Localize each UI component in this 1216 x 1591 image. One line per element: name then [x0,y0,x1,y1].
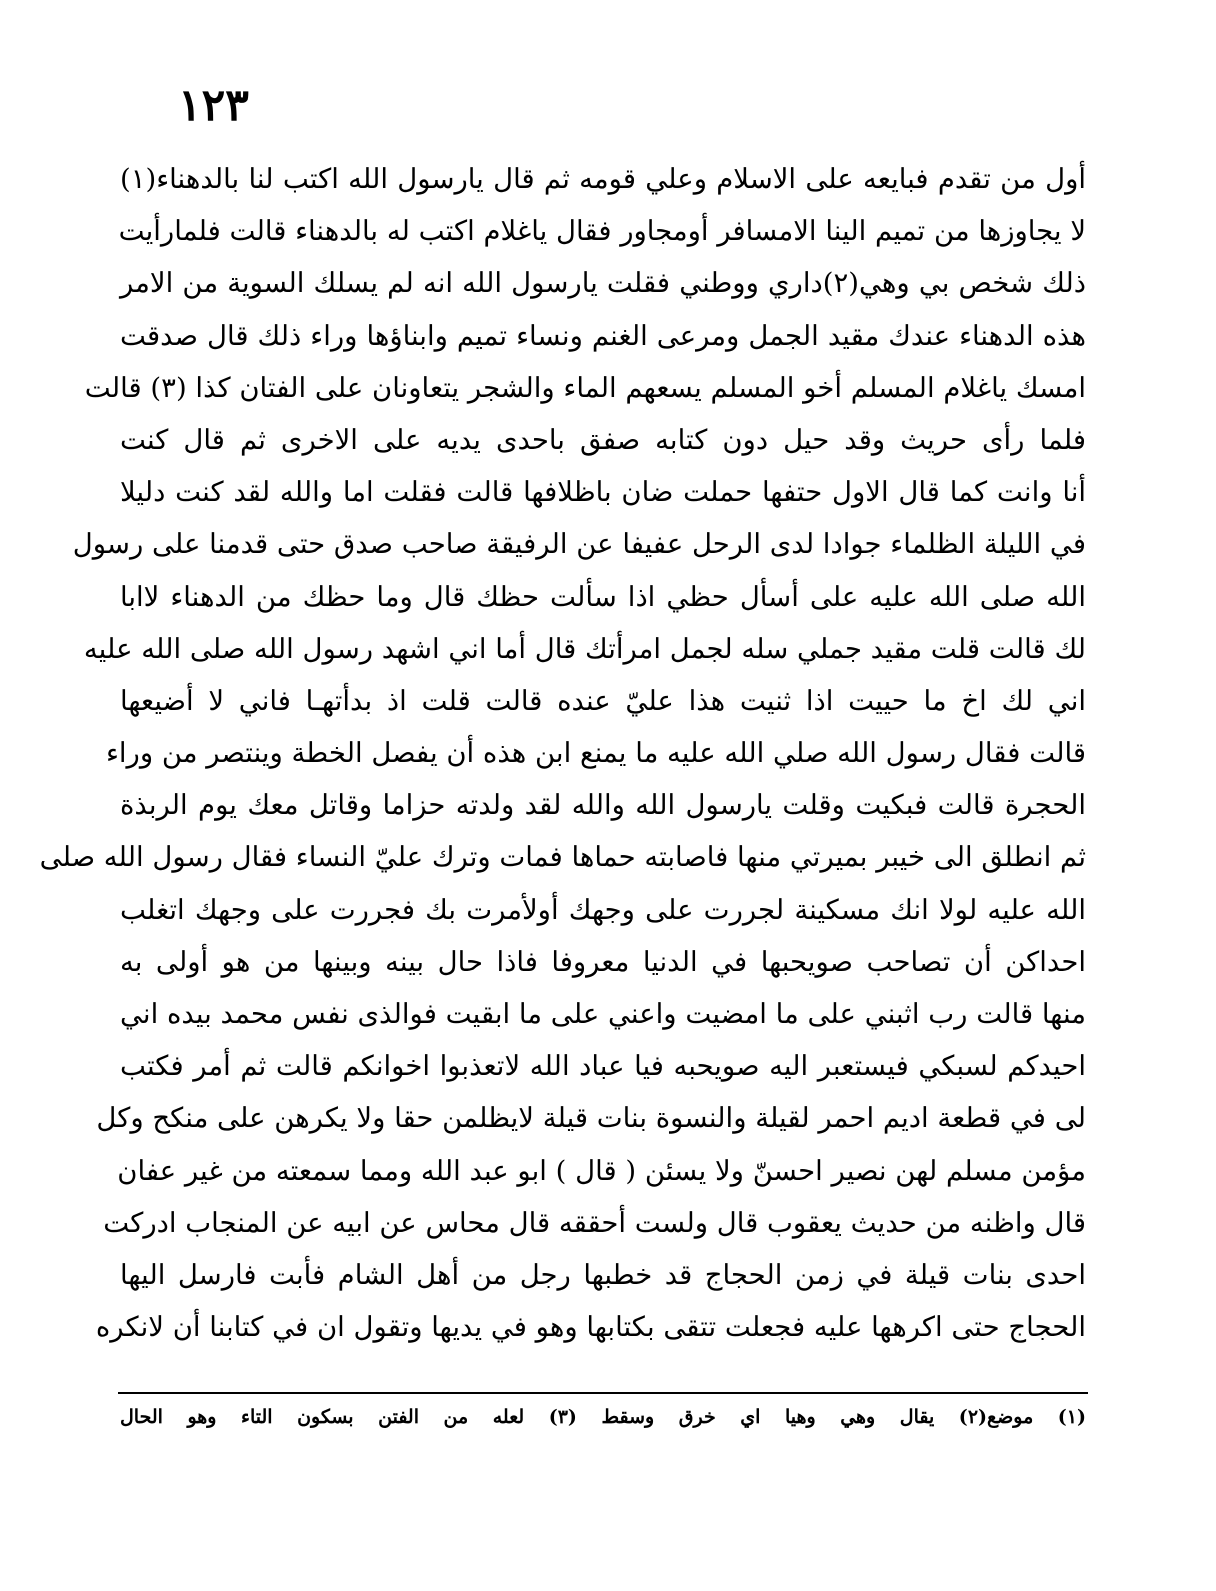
text-line: ذلك شخص بي وهي(٢)داري ووطني فقلت يارسول الله انه لم يسلك السوية من الامر [120,267,1086,300]
text-line: اني لك اخ ما حييت اذا ثنيت هذا عليّ عنده قالت قلت اذ بدأتهـا فاني لا أضيعها [120,684,1086,717]
text-line: فلما رأى حريث وقد حيل دون كتابه صفق باحدى يديه على الاخرى ثم قال كنت [120,423,1086,456]
text-line: احيدكم لسبكي فيستعبر اليه صويحبه فيا عباد الله لاتعذبوا اخوانكم قالت ثم أمر فكتب [120,1050,1086,1083]
text-line: في الليلة الظلماء جوادا لدى الرحل عفيفا عن الرفيقة صاحب صدق حتى قدمنا على رسول [72,528,1086,561]
text-line: الحجرة قالت فبكيت وقلت يارسول الله والله لقد ولدته حزاما وقاتل معك يوم الربذة [120,789,1086,822]
text-line: لك قالت قلت مقيد جملي سله لجمل امرأتك قال أما اني اشهد رسول الله صلى الله عليه [83,632,1086,665]
text-line: الحجاج حتى اكرهها عليه فجعلت تتقى بكتابها وهو في يديها وتقول ان في كتابنا أن لانكره [95,1311,1086,1344]
text-line: قال واظنه من حديث يعقوب قال ولست أحققه قال محاس عن ابيه عن المنجاب ادركت [103,1206,1086,1239]
text-line: الله صلى الله عليه على أسأل حظي اذا سألت حظك قال وما حظك من الدهناء لاابا [120,580,1086,613]
page-number: ١٢٣ [178,80,249,131]
text-line: قالت فقال رسول الله صلي الله عليه ما يمنع ابن هذه أن يفصل الخطة وينتصر من وراء [105,737,1086,770]
text-line: هذه الدهناء عندك مقيد الجمل ومرعى الغنم ونساء تميم وابناؤها وراء ذلك قال صدقت [120,319,1086,352]
text-line: أنا وانت كما قال الاول حتفها حملت ضان باظلافها قالت فقلت اما والله لقد كنت دليلا [120,476,1086,509]
main-text [39,153,1086,1353]
text-line: ثم انطلق الى خيبر بميرتي منها فاصابته حماها فمات وترك عليّ النساء فقال رسول الله صلى [39,841,1086,874]
text-line: أول من تقدم فبايعه على الاسلام وعلي قومه ثم قال يارسول الله اكتب لنا بالدهناء(١) [120,163,1086,195]
text-line: احداكن أن تصاحب صويحبها في الدنيا معروفا فاذا حال بينه وبينها من هو أولى به [120,945,1086,978]
text-line: لا يجاوزها من تميم الينا الامسافر أومجاور فقال ياغلام اكتب له بالدهناء قالت فلمارأيت [118,215,1086,248]
text-line: منها قالت رب اثبني على ما امضيت واعني على ما ابقيت فوالذى نفس محمد بيده اني [120,998,1086,1030]
footnotes: (١) موضع(٢) يقال وهي وهيا اي خرق وسقط (٣) لعله من الفتن بسكون التاء وهو الحال [120,1406,1087,1428]
text-line: لى في قطعة اديم احمر لقيلة والنسوة بنات قيلة لايظلمن حقا ولا يكرهن على منكح وكل [96,1102,1086,1135]
footnote-divider [118,1392,1088,1394]
text-line: امسك ياغلام المسلم أخو المسلم يسعهم الماء والشجر يتعاونان على الفتان كذا (٣) قالت [84,371,1086,404]
text-line: الله عليه لولا انك مسكينة لجررت على وجهك أولأمرت بك فجررت على وجهك اتغلب [120,893,1086,926]
text-line: مؤمن مسلم لهن نصير احسنّ ولا يسئن ( قال ) ابو عبد الله ومما سمعته من غير عفان [117,1154,1086,1187]
text-line: احدى بنات قيلة في زمن الحجاج قد خطبها رجل من أهل الشام فأبت فارسل اليها [120,1258,1086,1291]
